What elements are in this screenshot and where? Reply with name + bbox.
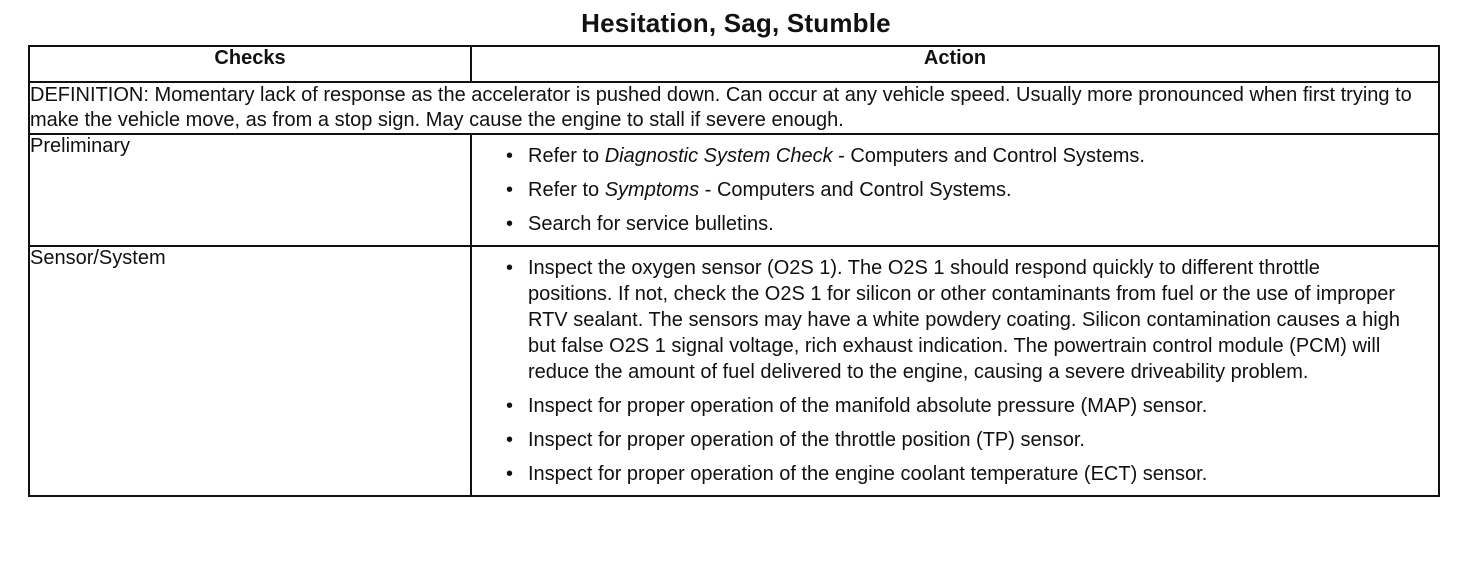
list-item	[506, 211, 1438, 237]
action-list	[472, 255, 1438, 487]
action-text: Inspect for proper operation of the throttle position (TP) sensor.	[528, 429, 1085, 451]
actions-cell	[471, 246, 1439, 496]
diagnostic-table	[28, 45, 1440, 497]
action-text: Inspect for proper operation of the engine coolant temperature (ECT) sensor.	[528, 463, 1208, 485]
definition-text: DEFINITION: Momentary lack of response as the accelerator is pushed down. Can occur at any vehicle speed. Usually more pronounced when first trying to make the vehicle move, as from a stop sign. May cause the engine to stall if severe enough.	[29, 82, 1439, 134]
action-text: Refer to	[528, 179, 605, 201]
check-preliminary: Preliminary	[29, 134, 471, 246]
action-text: Inspect for proper operation of the manifold absolute pressure (MAP) sensor.	[528, 395, 1208, 417]
page-title: Hesitation, Sag, Stumble	[581, 8, 891, 38]
action-emphasis: Symptoms	[604, 179, 700, 201]
actions-cell	[471, 134, 1439, 246]
header-row	[29, 46, 1439, 82]
check-sensor-system: Sensor/System	[29, 246, 471, 496]
action-header: Action	[471, 46, 1439, 82]
list-item	[506, 255, 1438, 385]
action-text: • Inspect the oxygen sensor (O2S 1). The O2S 1 should respond quickly to different throttle positions. If not, check the O2S 1 for silicon or other contaminants from fuel or the use of improper RTV sealant. The sensors may have a white powdery coating. Silicon contamination causes a high but false O2S 1 signal voltage, rich exhaust indication. The powertrain control module (PCM) will reduce the amount of fuel delivered to the engine, causing a severe driveability problem.	[528, 257, 1400, 383]
action-text: Search for service bulletins.	[528, 213, 774, 235]
table-row	[29, 246, 1439, 496]
action-text: - Computers and Control Systems.	[699, 179, 1012, 201]
list-item	[506, 427, 1438, 453]
list-item	[506, 393, 1438, 419]
action-text: Refer to	[528, 145, 605, 167]
table-row	[29, 134, 1439, 246]
checks-header: Checks	[29, 46, 471, 82]
list-item	[506, 143, 1438, 169]
action-list	[472, 143, 1438, 237]
list-item	[506, 177, 1438, 203]
action-emphasis: Diagnostic System Check	[604, 145, 833, 167]
action-text: - Computers and Control Systems.	[832, 145, 1145, 167]
definition-row	[29, 82, 1439, 134]
list-item	[506, 461, 1438, 487]
